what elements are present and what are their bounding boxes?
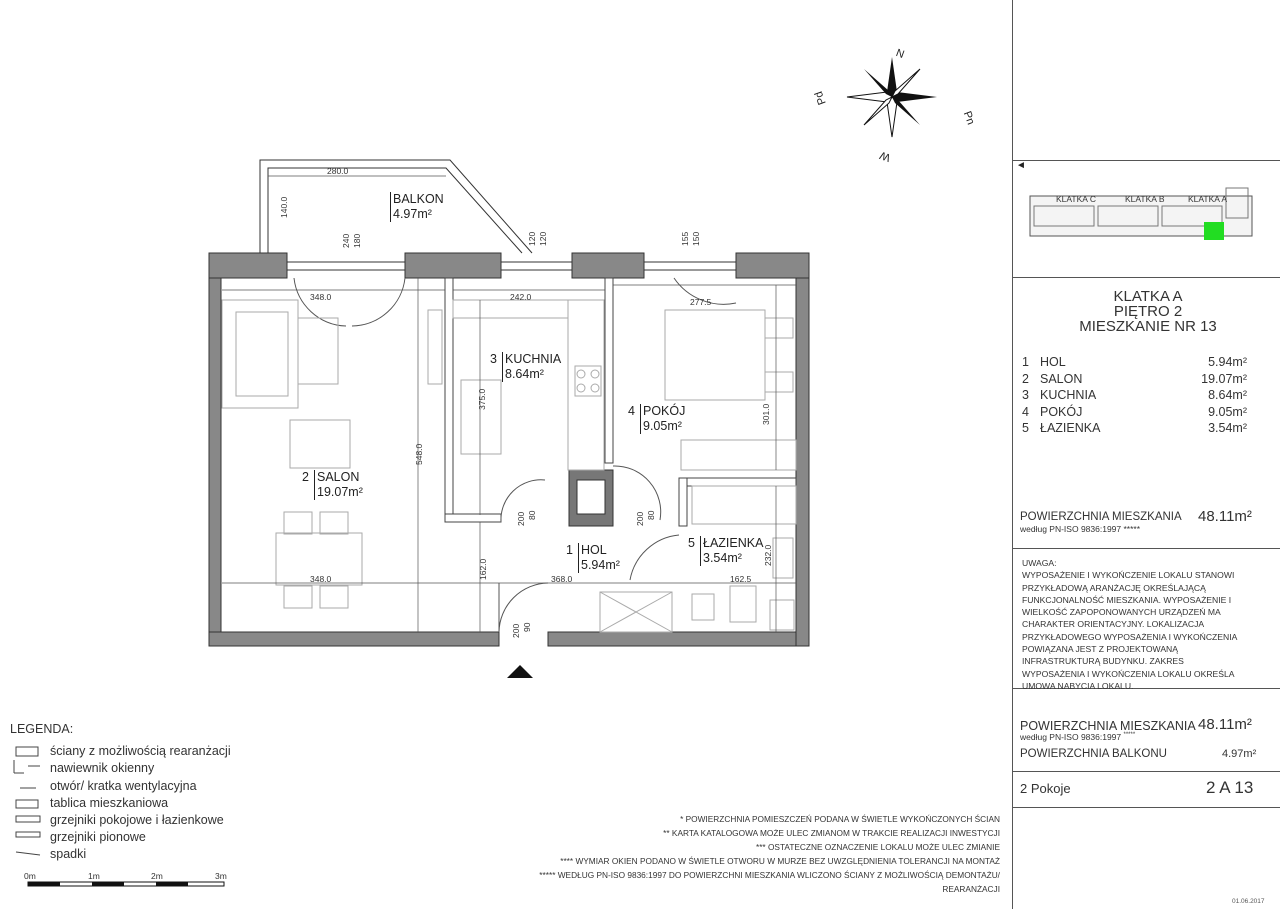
dim-label: 348.0	[310, 292, 332, 302]
legend-item: nawiewnik okienny	[50, 761, 155, 775]
key-plan-label: KLATKA A	[1188, 194, 1228, 204]
area-value-2: 48.11m²	[1198, 716, 1252, 733]
dim-label: 280.0	[327, 166, 349, 176]
dim-label: 120	[538, 231, 548, 246]
compass-e: Pn	[960, 109, 977, 127]
footnote: ***** WEDŁUG PN-ISO 9836:1997 DO POWIERZCHNI MIESZKANIA WLICZONO ŚCIANY Z MOŻLIWOŚCIĄ DEMONTAŻU/	[539, 870, 1000, 880]
dim-label: 277.5	[690, 297, 712, 307]
title-line: KLATKA A	[1113, 288, 1183, 305]
scale-label: 0m	[24, 871, 36, 881]
scale-bar	[28, 882, 224, 886]
dim-label: 548.0	[414, 443, 424, 465]
footnote: REARANŻACJI	[942, 884, 1000, 894]
scale-label: 2m	[151, 871, 163, 881]
scale-label: 3m	[215, 871, 227, 881]
title-line: MIESZKANIE NR 13	[1079, 318, 1217, 335]
legend-item: otwór/ kratka wentylacyjna	[50, 779, 197, 793]
compass-w: Pd	[812, 89, 829, 107]
legend-title: LEGENDA:	[10, 722, 74, 736]
apartment-code: 2 A 13	[1206, 778, 1254, 797]
legend-item: tablica mieszkaniowa	[50, 796, 169, 810]
dim-label: 80	[527, 510, 537, 520]
compass-rose-icon	[847, 57, 937, 137]
room-label-salon: 2 SALON 19.07m²	[302, 470, 363, 499]
key-plan-label: KLATKA B	[1125, 194, 1165, 204]
compass-n: N	[894, 47, 906, 61]
dim-label: 200	[516, 511, 526, 526]
area-norm-2: według PN-ISO 9836:1997 *****	[1020, 732, 1136, 742]
dim-label: 180	[352, 233, 362, 248]
title-line: PIĘTRO 2	[1113, 303, 1183, 320]
dim-label: 80	[646, 510, 656, 520]
area-value: 48.11m²	[1198, 508, 1252, 525]
divider	[1012, 807, 1280, 808]
date: 01.06.2017	[1232, 898, 1265, 905]
divider	[1012, 160, 1280, 161]
note	[1022, 557, 1247, 692]
area-norm: według PN-ISO 9836:1997 *****	[1020, 524, 1141, 534]
dim-label: 150	[691, 231, 701, 246]
legend-item: grzejniki pokojowe i łazienkowe	[50, 813, 224, 827]
footnote: **** WYMIAR OKIEN PODANO W ŚWIETLE OTWORU W MURZE BEZ UWZGLĘDNIENIA TOLERANCJI NA MONTAŻ	[560, 856, 1000, 866]
legend-item: spadki	[50, 847, 87, 861]
legend-item: ściany z możliwością rearanżacji	[50, 744, 231, 758]
scale-label: 1m	[88, 871, 100, 881]
room-label-hall: 1 HOL 5.94m²	[566, 543, 620, 572]
room-label-kitchen: 3 KUCHNIA 8.64m²	[490, 352, 562, 381]
legend-item: grzejniki pionowe	[50, 830, 146, 844]
compass-s: W	[878, 148, 893, 164]
key-plan	[1026, 186, 1256, 242]
dim-label: 155	[680, 231, 690, 246]
room-label-bathroom: 5 ŁAZIENKA 3.54m²	[688, 536, 764, 565]
key-plan-label: KLATKA C	[1056, 194, 1096, 204]
area-label-2: POWIERZCHNIA MIESZKANIA	[1020, 719, 1196, 733]
entrance-arrow-icon	[507, 665, 533, 678]
footnote: * POWIERZCHNIA POMIESZCZEŃ PODANA W ŚWIETLE WYKOŃCZONYCH ŚCIAN	[680, 814, 1000, 824]
dim-label: 200	[635, 511, 645, 526]
dim-label: 375.0	[477, 388, 487, 410]
footnote: ** KARTA KATALOGOWA MOŻE ULEC ZMIANOM W TRAKCIE REALIZACJI INWESTYCJI	[663, 828, 1000, 838]
dim-label: 200	[511, 623, 521, 638]
dim-label: 162.0	[478, 558, 488, 580]
divider	[1012, 771, 1280, 772]
dim-label: 162.5	[730, 574, 752, 584]
divider	[1012, 277, 1280, 278]
balcony-area-label: POWIERZCHNIA BALKONU	[1020, 748, 1167, 760]
footnotes	[480, 812, 1000, 896]
note-text: WYPOSAŻENIE I WYKOŃCZENIE LOKALU STANOWI PRZYKŁADOWĄ ARANŻACJĘ OKREŚLAJĄCĄ FUNKCJONALNOŚĆ MIESZKANIA. WYPOSAŻENIE I WIELKOŚĆ ZAPOPONOWANYCH URZĄDZEŃ MA CHARAKTER ORIENTACYJNY. LOKALIZACJA PRZYKŁADOWEGO WYPOSAŻENIA I WYKOŃCZENIA POWIĄZANA JEST Z PROJEKTOWANĄ INFRASTRUKTURĄ BUDYNKU. ZAKRES WYPOSAŻENIA I WYKOŃCZENIA LOKALU OKREŚLA UMOWA NABYCIA LOKALU.	[1022, 570, 1237, 691]
dim-label: 120	[527, 231, 537, 246]
dim-label: 90	[522, 622, 532, 632]
room-label-room: 4 POKÓJ 9.05m²	[628, 404, 686, 433]
rooms-count: 2 Pokoje	[1020, 781, 1071, 796]
divider	[1012, 548, 1280, 549]
panel-border	[1012, 0, 1013, 909]
dim-label: 240	[341, 233, 351, 248]
footnote: *** OSTATECZNE OZNACZENIE LOKALU MOŻE ULEC ZMIANIE	[755, 842, 1000, 852]
area-label: POWIERZCHNIA MIESZKANIA	[1020, 511, 1182, 523]
balcony-area-value: 4.97m²	[1222, 748, 1257, 760]
dim-label: 301.0	[761, 403, 771, 425]
dim-label: 348.0	[310, 574, 332, 584]
north-arrow-icon: ◄	[1016, 160, 1026, 171]
note-title: UWAGA:	[1022, 558, 1057, 568]
outer-walls	[209, 253, 809, 646]
dim-label: 232.0	[763, 544, 773, 566]
room-label-balcony: BALKON 4.97m²	[378, 192, 444, 222]
dim-label: 368.0	[551, 574, 573, 584]
dim-label: 140.0	[279, 196, 289, 218]
dim-label: 242.0	[510, 292, 532, 302]
